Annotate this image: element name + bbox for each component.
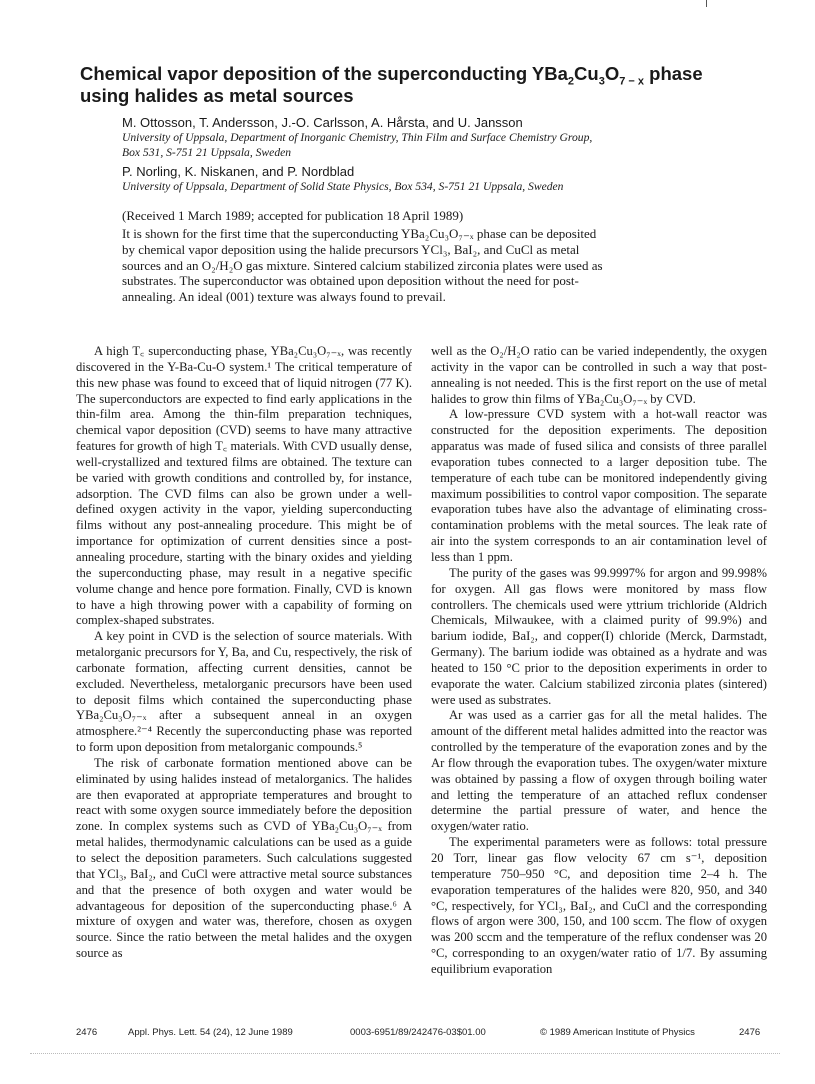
body-column-left xyxy=(76,344,412,962)
author-list-2: P. Norling, K. Niskanen, and P. Nordblad xyxy=(122,164,355,179)
abstract-line: sources and an O₂/H₂O gas mixture. Sintered calcium stabilized zirconia plates were used as xyxy=(122,257,603,273)
affiliation-1-line-1: University of Uppsala, Department of Inorganic Chemistry, Thin Film and Surface Chemistry Group, xyxy=(122,131,593,144)
title-line-2: using halides as metal sources xyxy=(80,85,354,106)
abstract-line: annealing. An ideal (001) texture was always found to prevail. xyxy=(122,289,446,305)
copyright-notice: © 1989 American Institute of Physics xyxy=(540,1027,695,1038)
bottom-scan-line xyxy=(30,1053,780,1054)
top-tick-mark xyxy=(706,0,707,7)
page-number-right: 2476 xyxy=(739,1027,761,1038)
affiliation-1 xyxy=(122,131,762,160)
affiliation-1-line-2: Box 531, S-751 21 Uppsala, Sweden xyxy=(122,145,292,159)
paragraph: The purity of the gases was 99.9997% for argon and 99.998% for oxygen. All gas flows were monitored by mass flow controllers. The chemicals used were yttrium trichloride (Aldrich Chemicals, Milwaukee, with a claimed purity of 99.9%) and barium iodide, BaI₂, and copper(I) chloride (Merck, Darmstadt, Germany). The barium iodide was obtained as a hydrate and was heated to 150 °C prior to the deposition experiments in order to evaporate the water. Calcium stabilized zirconia plates (sintered) were used as substrates. xyxy=(431,565,767,707)
paragraph: The experimental parameters were as follows: total pressure 20 Torr, linear gas flow velocity 67 cm s⁻¹, deposition temperature 750–950 °C, and deposition time 2–4 h. The evaporation temperatures of the halides were 820, 950, and 340 °C, respectively, for YCl₃, BaI₂, and CuCl and the corresponding flows of argon were 300, 150, and 100 sccm. The flow of oxygen was 200 sccm and the temperature of the reflux condenser was 20 °C, corresponding to an oxygen/water ratio of 1/7. By assuming equilibrium evaporation xyxy=(431,835,767,976)
received-dates: (Received 1 March 1989; accepted for publication 18 April 1989) xyxy=(122,208,464,223)
title-line-1: Chemical vapor deposition of the superconducting $YBa_2Cu_3O_{7 - x}$ phase xyxy=(80,63,703,88)
abstract-line: substrates. The superconductor was obtained upon deposition without the need for post- xyxy=(122,273,579,289)
affiliation-2: University of Uppsala, Department of Solid State Physics, Box 534, S-751 21 Uppsala, Sweden xyxy=(122,180,564,193)
paragraph: A high T꜀ superconducting phase, YBa₂Cu₃O₇₋ₓ, was recently discovered in the Y-Ba-Cu-O system.¹ The critical temperature of this new phase was found to exceed that of liquid nitrogen (77 K). The superconductors are expected to find early applications in the thin-film area. Among the thin-film preparation techniques, chemical vapor deposition (CVD) seems to have many attractive features for growth of high T꜀ materials. With CVD usually dense, well-crystallized and textured films are obtained. The texture can be varied with growth conditions and controlled by, for instance, adsorption. The CVD films can also be grown under a well-defined oxygen activity in the vapor, yielding superconducting films without any post-annealing procedure. This might be of importance for optimization of current densities since a post-annealing procedure, starting with the binary oxides and yielding the superconducting phase, may result in a negative specific volume change and hence pore formation. Finally, CVD is known to have a high throwing power with a capability of forming on complex-shaped substrates. xyxy=(76,344,412,628)
paragraph: A key point in CVD is the selection of source materials. With metalorganic precursors for Y, Ba, and Cu, respectively, the risk of carbonate formation, affecting current densities, cannot be excluded. Nevertheless, metalorganic precursors have been used to deposit films which contained the superconducting phase YBa₂Cu₃O₇₋ₓ after a subsequent anneal in an oxygen atmosphere.²⁻⁴ Recently the superconducting phase was reported to form upon deposition from metalorganic compounds.⁵ xyxy=(76,629,412,755)
abstract-line: by chemical vapor deposition using the halide precursors YCl₃, BaI₂, and CuCl as metal xyxy=(122,241,580,257)
abstract xyxy=(122,226,657,305)
article-title xyxy=(80,63,760,107)
page-number-left: 2476 xyxy=(76,1027,98,1038)
paragraph: A low-pressure CVD system with a hot-wall reactor was constructed for the deposition experiments. The deposition apparatus was made of fused silica and consists of three parallel evaporation tubes connected to a larger deposition tube. The temperature of each tube can be monitored independently giving maximum possibilities to control vapor composition. The separate evaporation tubes have also the advantage of eliminating cross-contamination problems with the metal sources. The leak rate of air into the system corresponds to an air contamination level of less than 1 ppm. xyxy=(431,407,767,564)
abstract-line: It is shown for the first time that the superconducting YBa₂Cu₃O₇₋ₓ phase can be deposited xyxy=(122,226,597,241)
article-code: 0003-6951/89/242476-03$01.00 xyxy=(350,1027,486,1038)
paragraph: well as the O₂/H₂O ratio can be varied independently, the oxygen activity in the vapor can be controlled in such a way that post-annealing is not needed. This is the first report on the use of metal halides to grow thin films of YBa₂Cu₃O₇₋ₓ by CVD. xyxy=(431,344,767,406)
author-list-1: M. Ottosson, T. Andersson, J.-O. Carlsson, A. Hårsta, and U. Jansson xyxy=(122,115,523,130)
journal-citation: Appl. Phys. Lett. 54 (24), 12 June 1989 xyxy=(128,1027,293,1038)
paragraph: The risk of carbonate formation mentioned above can be eliminated by using halides instead of metalorganics. The halides are then evaporated at appropriate temperatures and brought to react with some oxygen source immediately before the deposition zone. In complex systems such as CVD of YBa₂Cu₃O₇₋ₓ from metal halides, thermodynamic calculations can be used as a guide to select the deposition parameters. Such calculations suggested that YCl₃, BaI₂, and CuCl were attractive metal source substances and that the presence of both oxygen and water would be advantageous for deposition of the superconducting phase.⁶ A mixture of oxygen and water was, therefore, chosen as oxygen source. Since the ratio between the metal halides and the oxygen source as xyxy=(76,755,412,961)
paragraph: Ar was used as a carrier gas for all the metal halides. The amount of the different metal halides admitted into the reactor was controlled by the temperature of the evaporation zones and by the Ar flow through the evaporation tubes. The oxygen/water mixture was obtained by passing a flow of oxygen through boiling water and letting the temperature of an attached reflux condenser determine the partial pressure of water, and hence the oxygen/water ratio. xyxy=(431,708,767,834)
body-column-right xyxy=(431,344,767,978)
